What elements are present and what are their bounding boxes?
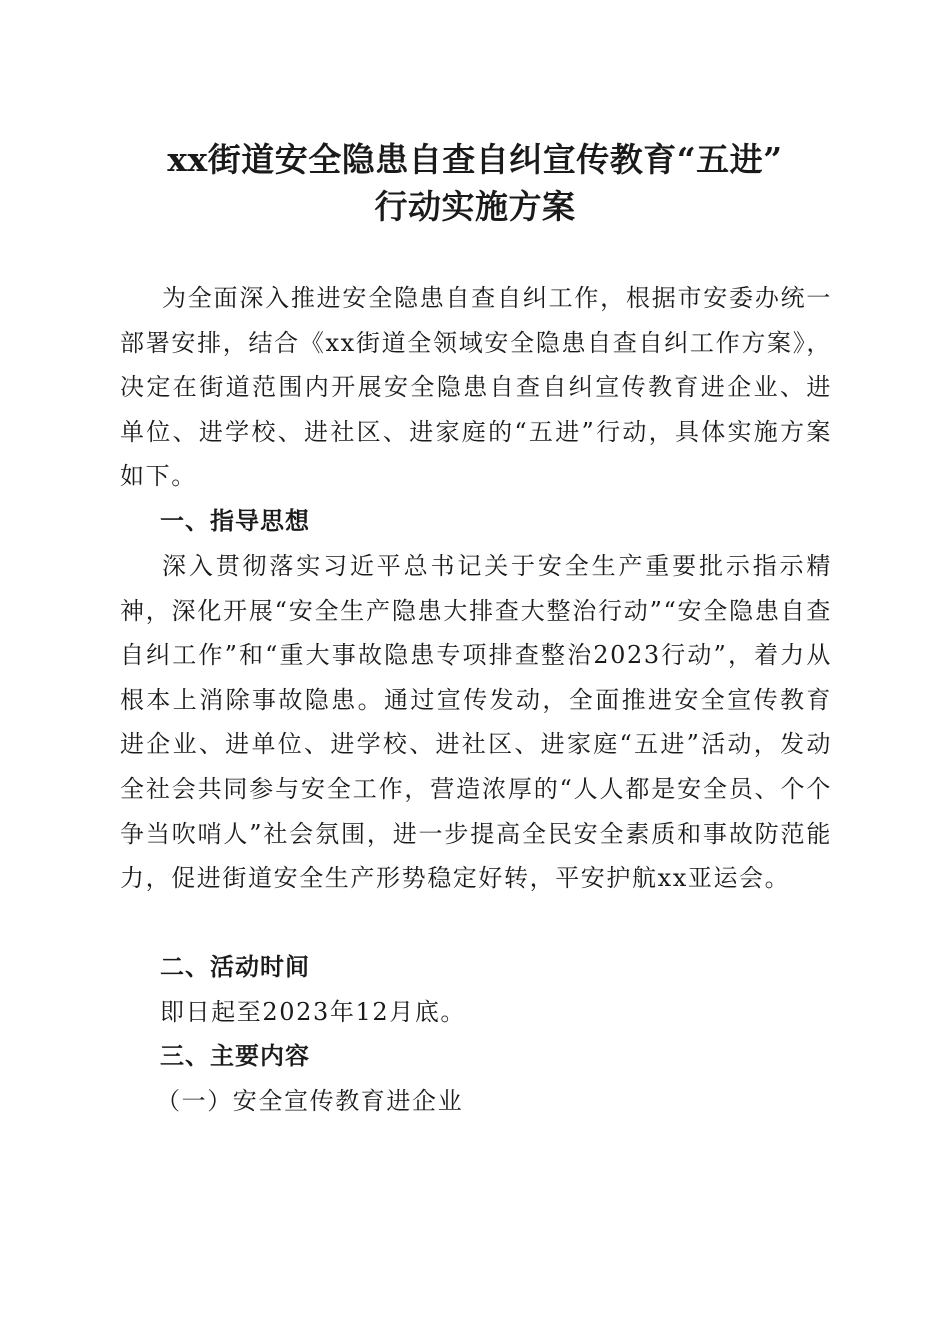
intro-paragraph: 为全面深入推进安全隐患自查自纠工作，根据市安委办统一部署安排，结合《xx街道全领域安全隐患自查自纠工作方案》，决定在街道范围内开展安全隐患自查自纠宣传教育进企业、进单位、进学校、进社区、进家庭的“五进”行动，具体实施方案如下。 — [120, 284, 832, 491]
document-title-line-2: 行动实施方案 — [374, 187, 576, 226]
section-heading-activity-time: 二、活动时间 — [160, 953, 310, 981]
subsection-heading-enterprise: （一）安全宣传教育进企业 — [156, 1087, 464, 1115]
document-title-line-1: xx街道安全隐患自查自纠宣传教育“五进” — [167, 140, 783, 179]
guiding-thought-paragraph: 深入贯彻落实习近平总书记关于安全生产重要批示指示精神，深化开展“安全生产隐患大排查大整治行动”“安全隐患自查自纠工作”和“重大事故隐患专项排查整治2023行动”，着力从根本上消除事故隐患。通过宣传发动，全面推进安全宣传教育进企业、进单位、进学校、进社区、进家庭“五进”活动，发动全社会共同参与安全工作，营造浓厚的“人人都是安全员、个个争当吹哨人”社会氛围，进一步提高全民安全素质和事故防范能力，促进街道安全生产形势稳定好转，平安护航xx亚运会。 — [120, 552, 832, 893]
activity-time-text: 即日起至2023年12月底。 — [160, 998, 467, 1026]
section-heading-main-content: 三、主要内容 — [160, 1042, 310, 1070]
section-heading-guiding-thought: 一、指导思想 — [160, 507, 310, 535]
